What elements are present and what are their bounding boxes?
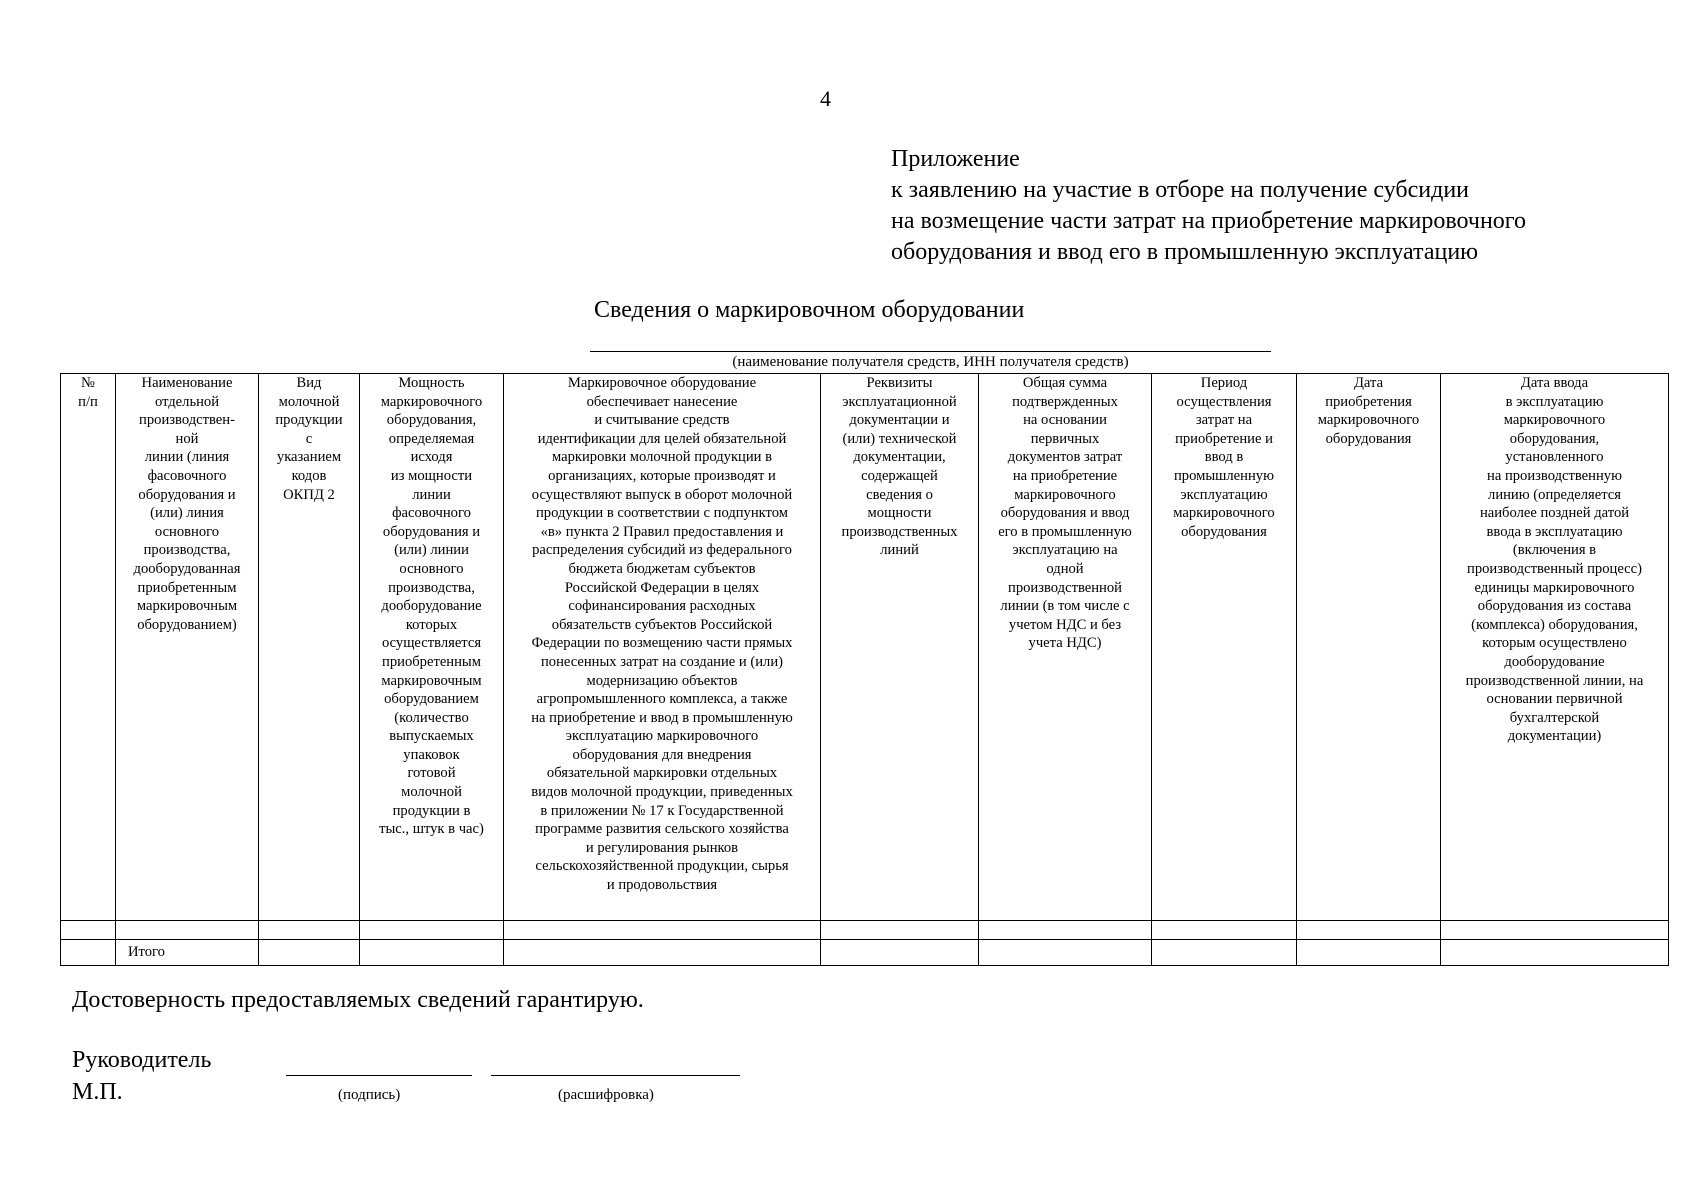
appendix-line-4: оборудования и ввод его в промышленную эксплуатацию	[891, 239, 1479, 265]
table-cell[interactable]	[116, 921, 259, 940]
table-cell[interactable]	[61, 921, 116, 940]
page-number: 4	[820, 86, 831, 111]
appendix-block	[891, 144, 1526, 268]
recipient-blank-line	[590, 351, 1271, 352]
signature-caption: (подпись)	[338, 1087, 401, 1103]
header-number: № п/п	[61, 374, 116, 921]
table-cell[interactable]	[259, 921, 360, 940]
guarantee-statement: Достоверность предоставляемых сведений гарантирую.	[72, 987, 644, 1013]
header-marking-equipment: Маркировочное оборудование обеспечивает нанесение и считывание средств идентификации для целей обязательной маркировки молочной продукции в организациях, которые производят и осуществляют выпуск в оборот молочной продукции в соответствии с подпунктом «в» пункта 2 Правил предоставления и распределения субсидий из федерального бюджета бюджетам субъектов Российской Федерации в целях софинансирования расходных обязательств субъектов Российской Федерации по возмещению части прямых понесенных затрат на создание и (или) модернизацию объектов агропромышленного комплекса, а также на приобретение и ввод в промышленную эксплуатацию маркировочного оборудования для внедрения обязательной маркировки отдельных видов молочной продукции, приведенных в приложении № 17 к Государственной программе развития сельского хозяйства и регулирования рынков сельскохозяйственной продукции, сырья и продовольствия	[504, 374, 821, 921]
appendix-line-1: Приложение	[891, 146, 1020, 172]
header-purchase-date: Дата приобретения маркировочного оборудования	[1297, 374, 1441, 921]
table-cell[interactable]	[259, 940, 360, 966]
header-documentation: Реквизиты эксплуатационной документации и (или) технической документации, содержащей сведения о мощности производственных линий	[821, 374, 979, 921]
appendix-line-2: к заявлению на участие в отборе на получение субсидии	[891, 177, 1470, 203]
equipment-table	[60, 373, 1669, 966]
table-cell	[61, 940, 116, 966]
appendix-line-3: на возмещение части затрат на приобретение маркировочного	[891, 208, 1527, 234]
header-capacity: Мощность маркировочного оборудования, определяемая исходя из мощности линии фасовочного оборудования и (или) линии основного производства, дооборудование которых осуществляется приобретенным маркировочным оборудованием (количество выпускаемых упаковок готовой молочной продукции в тыс., штук в час)	[360, 374, 504, 921]
table-cell[interactable]	[1297, 940, 1441, 966]
table-cell[interactable]	[1441, 940, 1669, 966]
decode-blank-line[interactable]	[491, 1075, 740, 1076]
header-cost-period: Период осуществления затрат на приобретение и ввод в промышленную эксплуатацию маркировочного оборудования	[1152, 374, 1297, 921]
document-title: Сведения о маркировочном оборудовании	[594, 297, 1025, 323]
head-label: Руководитель	[72, 1047, 212, 1073]
table-cell[interactable]	[821, 940, 979, 966]
total-row	[61, 940, 1669, 966]
table-cell[interactable]	[504, 940, 821, 966]
table-cell[interactable]	[1152, 940, 1297, 966]
signature-blank-line[interactable]	[286, 1075, 472, 1076]
decode-caption: (расшифровка)	[558, 1087, 654, 1103]
table-cell[interactable]	[1441, 921, 1669, 940]
table-row	[61, 921, 1669, 940]
table-cell[interactable]	[504, 921, 821, 940]
table-cell[interactable]	[1297, 921, 1441, 940]
total-label: Итого	[116, 940, 259, 966]
recipient-caption: (наименование получателя средств, ИНН получателя средств)	[732, 354, 1129, 370]
table-cell[interactable]	[1152, 921, 1297, 940]
table-header-row	[61, 374, 1669, 921]
table-cell[interactable]	[979, 921, 1152, 940]
header-line-name: Наименование отдельной производствен- ной линии (линия фасовочного оборудования и (или) линия основного производства, дооборудованная приобретенным маркировочным оборудованием)	[116, 374, 259, 921]
header-commissioning-date: Дата ввода в эксплуатацию маркировочного оборудования, установленного на производственную линию (определяется наиболее поздней датой ввода в эксплуатацию (включения в производственный процесс) единицы маркировочного оборудования из состава (комплекса) оборудования, которым осуществлено дооборудование производственной линии, на основании первичной бухгалтерской документации)	[1441, 374, 1669, 921]
table-cell[interactable]	[360, 940, 504, 966]
header-total-cost: Общая сумма подтвержденных на основании первичных документов затрат на приобретение маркировочного оборудования и ввод его в промышленную эксплуатацию на одной производственной линии (в том числе с учетом НДС и без учета НДС)	[979, 374, 1152, 921]
table-cell[interactable]	[979, 940, 1152, 966]
table-cell[interactable]	[360, 921, 504, 940]
stamp-label: М.П.	[72, 1079, 123, 1105]
header-product-type: Вид молочной продукции с указанием кодов ОКПД 2	[259, 374, 360, 921]
table-cell[interactable]	[821, 921, 979, 940]
